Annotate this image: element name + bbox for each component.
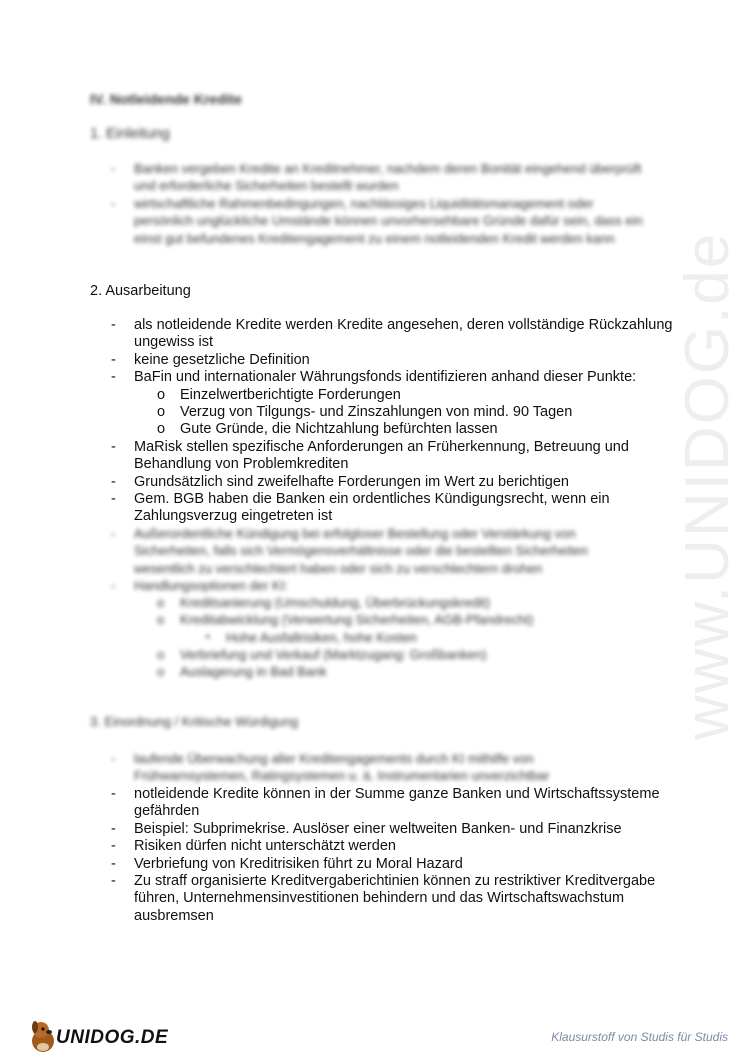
sub-list [134, 594, 650, 680]
watermark: www.UNIDOG.de [673, 231, 742, 740]
sub-list-item-text: Kreditabwicklung (Verwertung Sicherheiten, AGB-Pfandrecht) [180, 612, 534, 628]
section-3-list [90, 786, 690, 925]
list-item: - Verbriefung von Kreditrisiken führt zu Moral Hazard [90, 856, 690, 873]
list-item-text: Handlungsoptionen der KI: [134, 577, 288, 593]
list-item: - wirtschaftliche Rahmenbedingungen, nachlässiges Liquiditätsmanagement oder persönlich unglückliche Umstände können unvorhersehbare Gründe dafür sein, dass ein einst gut befundenes Kreditengagement zu einem notleidenden Kredit werden kann [90, 195, 650, 247]
section-2-list-blurred [90, 525, 650, 681]
sub-sub-list [180, 629, 650, 646]
page-title: IV. Notleidende Kredite [90, 91, 242, 107]
sub-list-item: o Auslagerung in Bad Bank [134, 663, 650, 680]
list-item: - Gem. BGB haben die Banken ein ordentliches Kündigungsrecht, wenn ein Zahlungsverzug eingetreten ist [90, 491, 690, 526]
list-item: - keine gesetzliche Definition [90, 352, 690, 369]
list-item: - Risiken dürfen nicht unterschätzt werden [90, 838, 690, 855]
list-item: - Beispiel: Subprimekrise. Auslöser einer weltweiten Banken- und Finanzkrise [90, 821, 690, 838]
sub-list-item [134, 611, 650, 646]
section-2-title: 2. Ausarbeitung [90, 283, 191, 299]
sub-list-item: o Verzug von Tilgungs- und Zinszahlungen von mind. 90 Tagen [134, 404, 690, 421]
sub-list-item: o Gute Gründe, die Nichtzahlung befürchten lassen [134, 421, 690, 438]
list-item: - Banken vergeben Kredite an Kreditnehmer, nachdem deren Bonität eingehend überprüft und erforderliche Sicherheiten bestellt wurden [90, 160, 650, 195]
list-item: - laufende Überwachung aller Kreditengagements durch KI mithilfe von Frühwarnsystemen, Ratingsystemen u. ä. Instrumentarien unverzichtbar [90, 750, 650, 785]
logo-text: UNIDOG.DE [56, 1027, 169, 1048]
list-item [90, 369, 690, 439]
list-item: - Zu straff organisierte Kreditvergaberichtinien können zu restriktiver Kreditvergabe führen, Unternehmensinvestitionen behindern und das Wirtschaftswachstum ausbremsen [90, 873, 690, 925]
list-item: - Außerordentliche Kündigung bei erfolgloser Bestellung oder Verstärkung von Sicherheiten, falls sich Vermögensverhältnisse oder die bestellten Sicherheiten wesentlich zu verschlechtert haben oder sich zu verschlechtern drohen [90, 525, 650, 577]
section-3-title: 3. Einordnung / Kritische Würdigung [90, 714, 299, 729]
footer-tagline: Klausurstoff von Studis für Studis [551, 1030, 728, 1044]
sub-list-item: o Verbriefung und Verkauf (Marktzugang: Großbanken) [134, 646, 650, 663]
list-item: - MaRisk stellen spezifische Anforderungen an Früherkennung, Betreuung und Behandlung von Problemkrediten [90, 439, 690, 474]
section-1-title: 1. Einleitung [90, 126, 170, 142]
list-item: - als notleidende Kredite werden Kredite angesehen, deren vollständige Rückzahlung ungewiss ist [90, 317, 690, 352]
sub-list [134, 387, 690, 439]
list-item-text: BaFin und internationaler Währungsfonds identifizieren anhand dieser Punkte: [134, 369, 637, 386]
section-1-list [90, 160, 650, 247]
dog-icon [28, 1017, 58, 1055]
section-3-list-blurred [90, 750, 650, 785]
sub-list-item: o Einzelwertberichtigte Forderungen [134, 387, 690, 404]
list-item: - Grundsätzlich sind zweifelhafte Forderungen im Wert zu berichtigen [90, 474, 690, 491]
section-2-list [90, 317, 690, 526]
sub-sub-list-item: ▪ Hohe Ausfallrisiken, hohe Kosten [180, 629, 650, 646]
unidog-logo [28, 1017, 168, 1055]
list-item: - notleidende Kredite können in der Summe ganze Banken und Wirtschaftssysteme gefährden [90, 786, 690, 821]
sub-list-item: o Kreditsanierung (Umschuldung, Überbrückungskredit) [134, 594, 650, 611]
list-item [90, 577, 650, 681]
